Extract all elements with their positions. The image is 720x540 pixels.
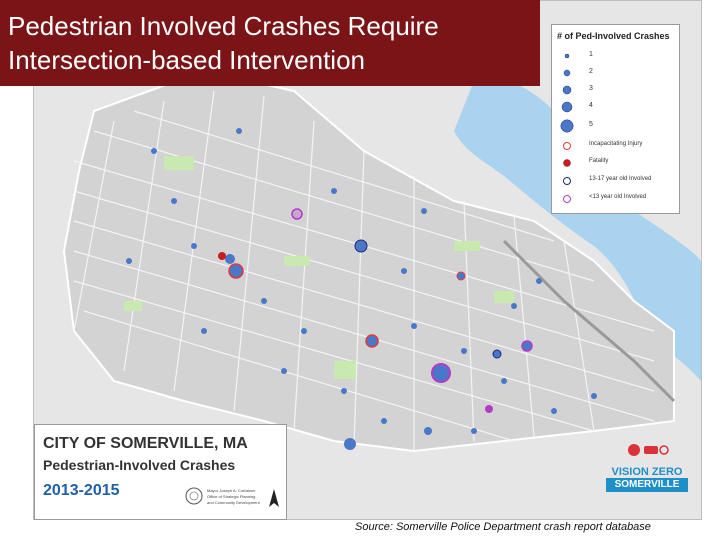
legend-title: # of Ped-Involved Crashes xyxy=(557,31,670,41)
north-arrow-icon xyxy=(267,487,281,511)
legend-label: 5 xyxy=(589,121,593,128)
office-line: Office of Strategic Planning xyxy=(207,494,256,499)
legend-item xyxy=(552,119,679,133)
vision-zero-pictogram-icon xyxy=(604,434,690,466)
city-seal-icon xyxy=(185,487,203,505)
slide-title-banner xyxy=(0,0,540,86)
map-title-block xyxy=(34,424,287,520)
office-credit xyxy=(185,485,285,515)
office-line: and Community Development xyxy=(207,500,260,505)
fatality-dot-icon xyxy=(559,156,575,170)
legend-item xyxy=(552,139,679,153)
legend-label: Fatality xyxy=(589,158,609,164)
legend-item xyxy=(552,49,679,63)
legend-item xyxy=(552,100,679,114)
logo-line-1: VISION ZERO xyxy=(611,466,683,478)
legend-label: 3 xyxy=(589,85,593,92)
legend-item xyxy=(552,66,679,80)
crash-count-3-icon xyxy=(559,83,575,97)
slide-title-line-2: Intersection-based Intervention xyxy=(8,45,365,75)
teen-ring-icon xyxy=(559,174,575,188)
vision-zero-logo xyxy=(604,434,690,504)
legend-item xyxy=(552,174,679,188)
source-note: Source: Somerville Police Department crash report database xyxy=(355,521,651,533)
date-range: 2013-2015 xyxy=(43,482,120,499)
legend-item xyxy=(552,156,679,170)
crash-count-1-icon xyxy=(559,49,575,63)
map-subtitle: Pedestrian-Involved Crashes xyxy=(43,457,236,473)
office-line: Mayor Joseph A. Curtatone xyxy=(207,488,256,493)
crash-count-5-icon xyxy=(559,119,575,133)
legend-label: 1 xyxy=(589,51,593,58)
injury-ring-icon xyxy=(559,139,575,153)
logo-line-2: SOMERVILLE xyxy=(606,478,688,492)
legend-label: 2 xyxy=(589,68,593,75)
child-ring-icon xyxy=(559,192,575,206)
legend-label: 13-17 year old Involved xyxy=(589,176,652,182)
slide-title-line-1: Pedestrian Involved Crashes Require xyxy=(8,11,439,41)
legend-label: <13 year old Involved xyxy=(589,194,647,200)
legend-item xyxy=(552,83,679,97)
legend-item xyxy=(552,192,679,206)
map-legend xyxy=(551,24,680,214)
legend-label: Incapacitating Injury xyxy=(589,141,643,147)
crash-count-4-icon xyxy=(559,100,575,114)
city-name: CITY OF SOMERVILLE, MA xyxy=(43,435,248,452)
crash-count-2-icon xyxy=(559,66,575,80)
legend-label: 4 xyxy=(589,102,593,109)
